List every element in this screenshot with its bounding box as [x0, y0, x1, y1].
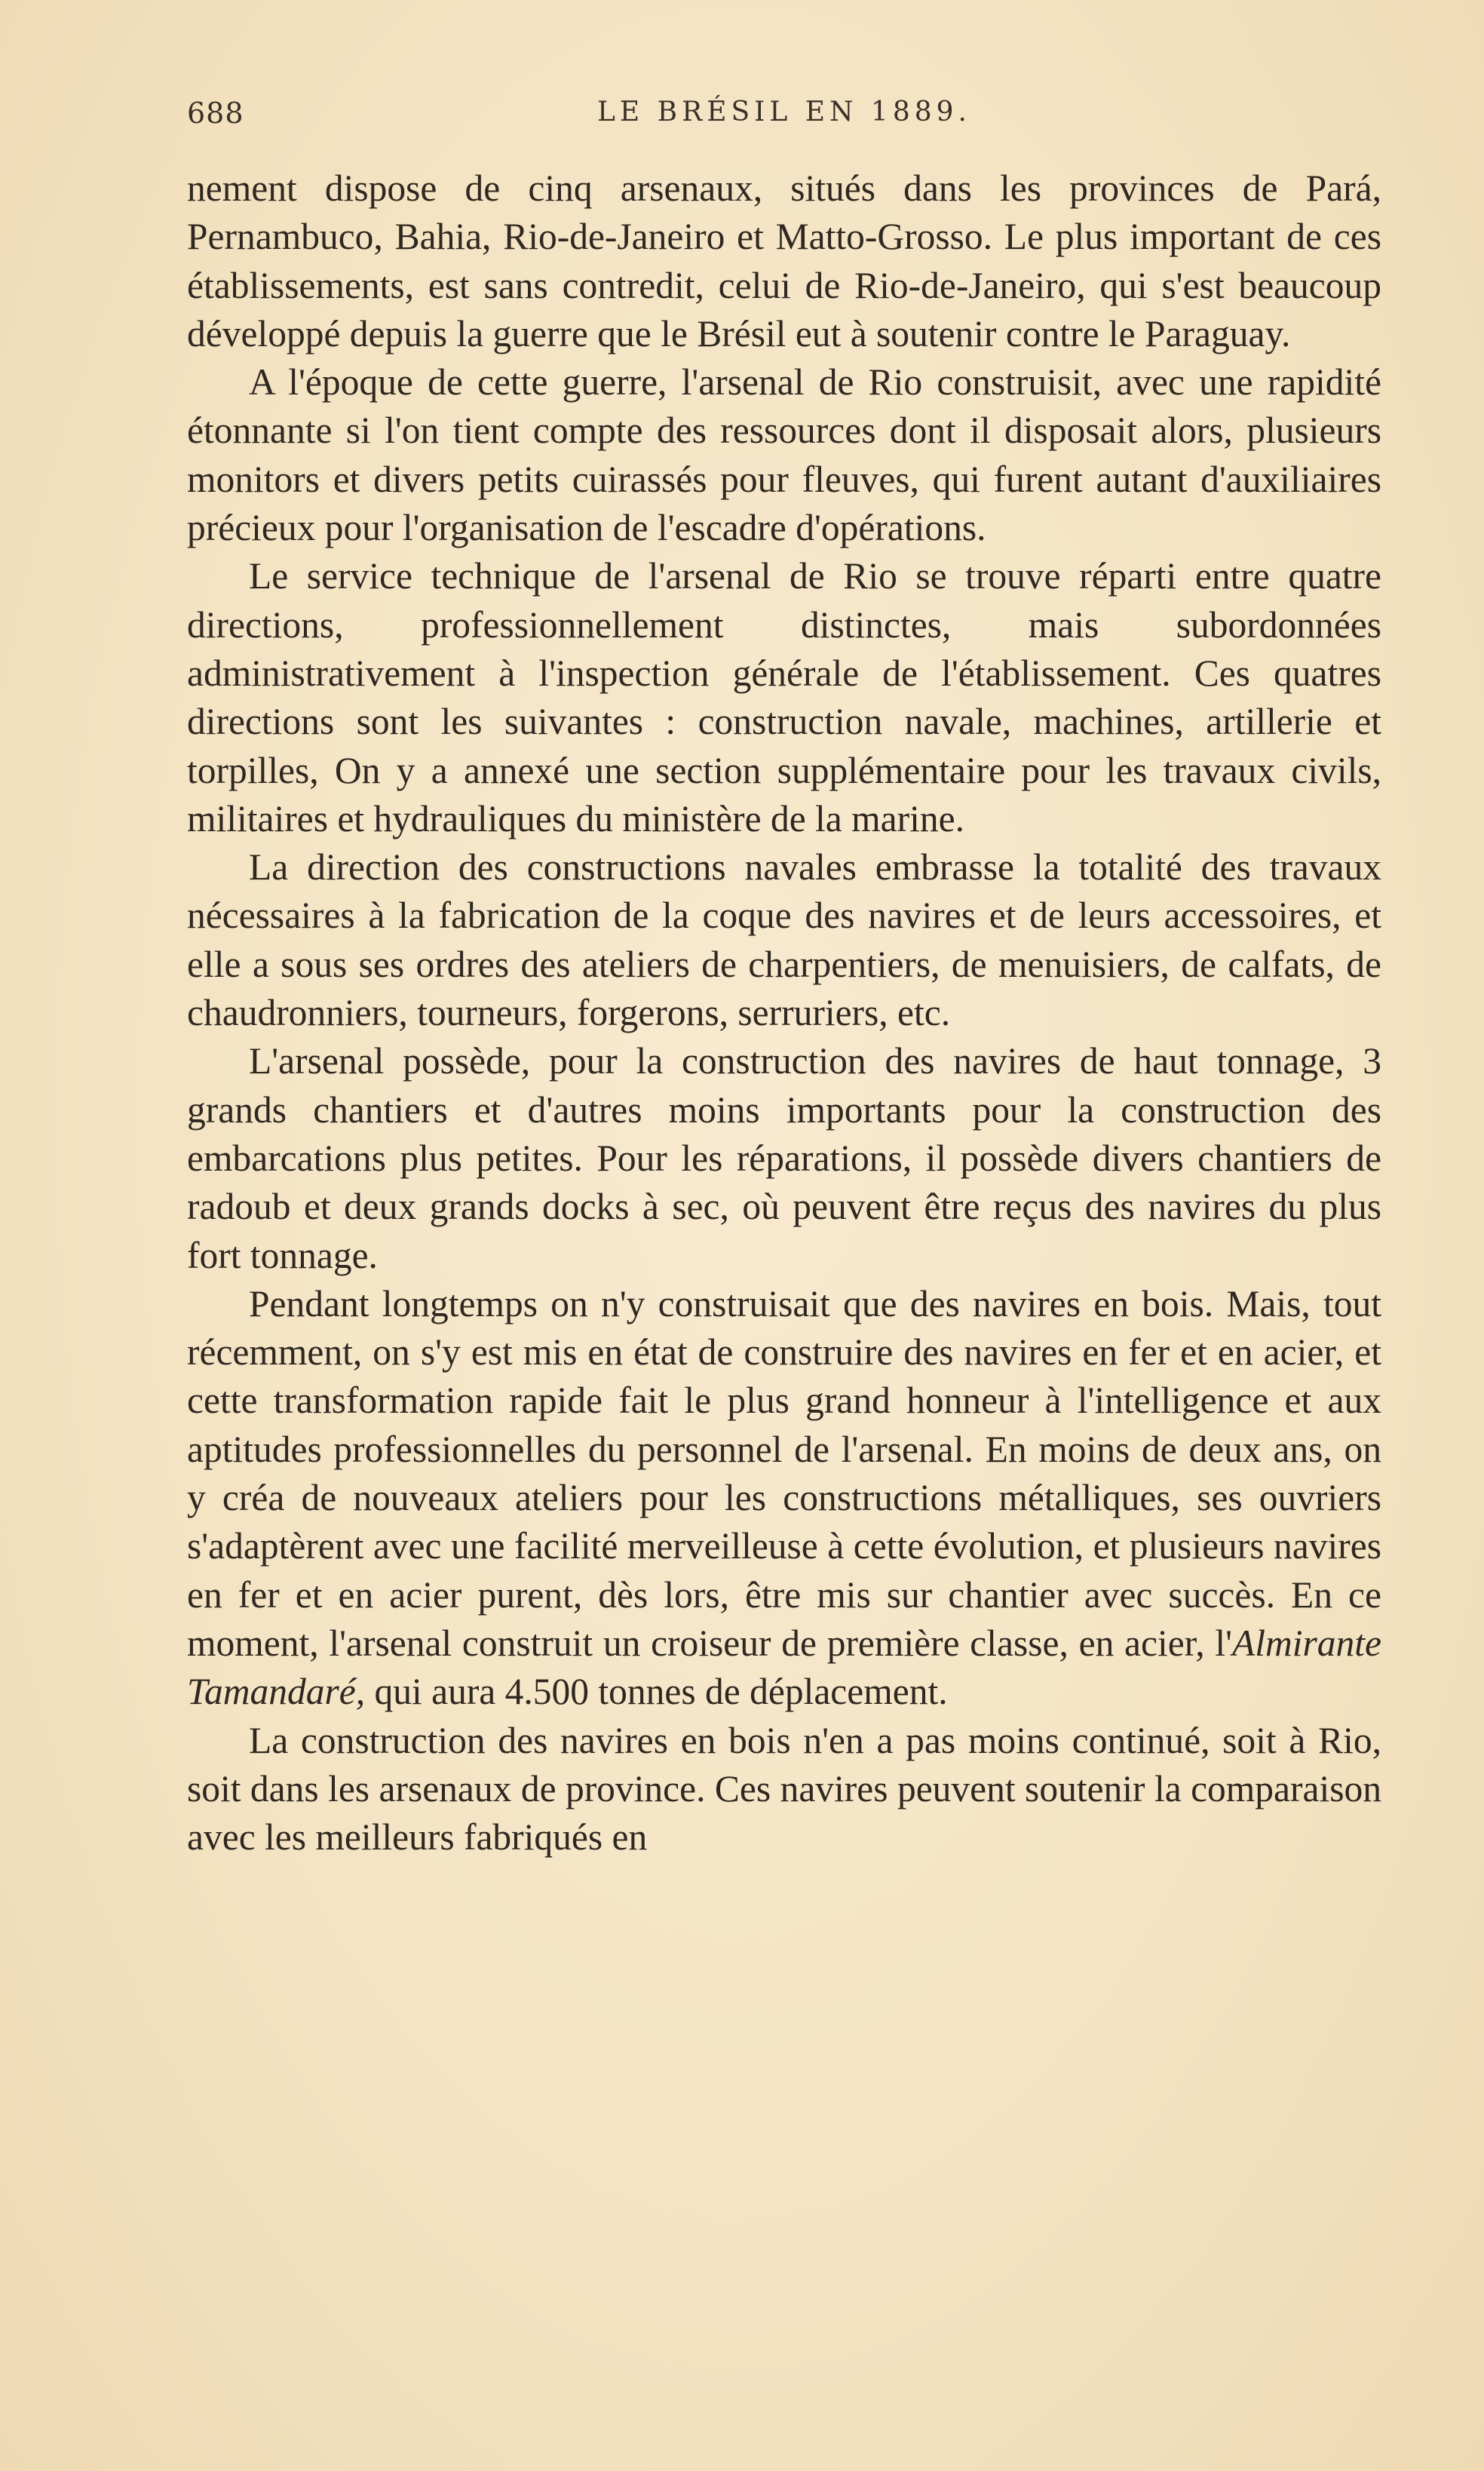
paragraph-3: Le service technique de l'arsenal de Rio se trouve réparti entre quatre directions, professionnellement distinctes, mais subordonnées administrativement à l'inspection générale de l'établissement. Ces quatres directions sont les suivantes : construction navale, machines, artillerie et torpilles, On y a annexé une section supplémentaire pour les travaux civils, militaires et hydrauliques du ministère de la marine. [187, 555, 1381, 840]
paragraph-4: La direction des constructions navales embrasse la totalité des travaux nécessaires à la fabrication de la coque des navires et de leurs accessoires, et elle a sous ses ordres des ateliers de charpentiers, de menuisiers, de calfats, de chaudronniers, tourneurs, forgerons, serruriers, etc. [187, 846, 1381, 1034]
paragraph-1: nement dispose de cinq arsenaux, situés dans les provinces de Pará, Pernambuco, Bahia, Rio-de-Janeiro et Matto-Grosso. Le plus important de ces établissements, est sans contredit, celui de Rio-de-Janeiro, qui s'est beaucoup développé depuis la guerre que le Brésil eut à soutenir contre le Paraguay. [187, 167, 1381, 355]
paragraph-2: A l'époque de cette guerre, l'arsenal de Rio construisit, avec une rapidité étonnante si l'on tient compte des ressources dont il disposait alors, plusieurs monitors et divers petits cuirassés pour fleuves, qui furent autant d'auxiliaires précieux pour l'organisation de l'escadre d'opérations. [187, 361, 1381, 549]
paragraph-5: L'arsenal possède, pour la construction des navires de haut tonnage, 3 grands chantiers et d'autres moins importants pour la construction des embarcations plus petites. Pour les réparations, il possède divers chantiers de radoub et deux grands docks à sec, où peuvent être reçus des navires du plus fort tonnage. [187, 1040, 1381, 1276]
paragraph-6-tail: qui aura 4.500 tonnes de déplacement. [365, 1671, 948, 1713]
page-number: 688 [187, 97, 244, 130]
page-header [187, 97, 1381, 136]
ship-name: Almirante Tamandaré, [187, 1622, 1381, 1713]
paragraph-7: La construction des navires en bois n'en a pas moins continué, soit à Rio, soit dans les arsenaux de province. Ces navires peuvent soutenir la comparaison avec les meilleurs fabriqués en [187, 1719, 1381, 1859]
running-title: LE BRÉSIL EN 1889. [597, 97, 971, 127]
paragraph-6 [187, 1280, 1381, 1717]
body-text [187, 164, 1381, 1862]
paragraph-6-text: Pendant longtemps on n'y construisait que des navires en bois. Mais, tout récemment, on s'y est mis en état de construire des navires en fer et en acier, et cette transformation rapide fait le plus grand honneur à l'intelligence et aux aptitudes professionnelles du personnel de l'arsenal. En moins de deux ans, on y créa de nouveaux ateliers pour les constructions métalliques, ses ouvriers s'adaptèrent avec une facilité merveilleuse à cette évolution, et plusieurs navires en fer et en acier purent, dès lors, être mis sur chantier avec succès. En ce moment, l'arsenal construit un croiseur de première classe, en acier, l' [187, 1282, 1381, 1664]
